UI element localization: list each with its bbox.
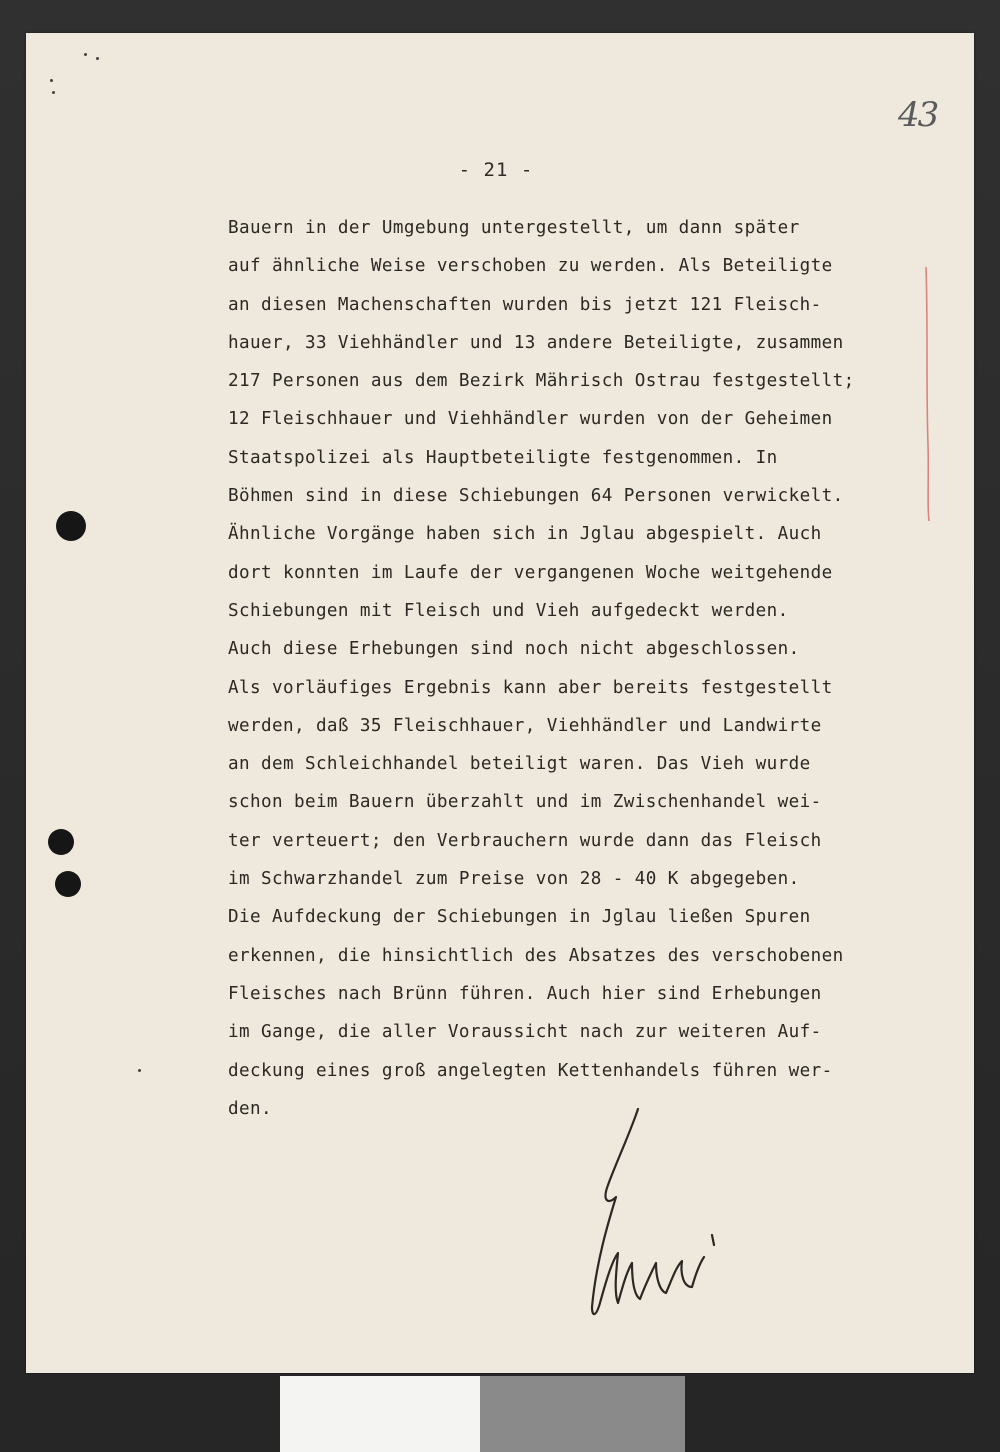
document-page [26, 33, 974, 1373]
text-line: dort konnten im Laufe der vergangenen Woche weitgehende [228, 562, 833, 583]
text-line: Auch diese Erhebungen sind noch nicht abgeschlossen. [228, 639, 800, 660]
paper-speck [84, 53, 87, 56]
text-line: im Schwarzhandel zum Preise von 28 - 40 K abgegeben. [228, 869, 800, 890]
paper-speck [52, 91, 55, 94]
text-line: im Gange, die aller Voraussicht nach zur weiteren Auf- [228, 1022, 822, 1043]
text-line: Fleisches nach Brünn führen. Auch hier sind Erhebungen [228, 983, 822, 1004]
handwritten-signature [556, 1103, 736, 1333]
paper-speck [138, 1069, 141, 1072]
paper-speck [96, 57, 99, 60]
text-line: erkennen, die hinsichtlich des Absatzes des verschobenen [228, 945, 844, 966]
text-line: 12 Fleischhauer und Viehhändler wurden von der Geheimen [228, 409, 833, 430]
text-line: den. [228, 1098, 272, 1119]
text-line: Als vorläufiges Ergebnis kann aber bereits festgestellt [228, 677, 833, 698]
text-line: Die Aufdeckung der Schiebungen in Jglau ließen Spuren [228, 907, 811, 928]
punch-hole [56, 511, 86, 541]
text-line: Böhmen sind in diese Schiebungen 64 Personen verwickelt. [228, 486, 844, 507]
text-line: werden, daß 35 Fleischhauer, Viehhändler und Landwirte [228, 715, 822, 736]
typed-body-text [228, 209, 928, 1128]
page-number: - 21 - [458, 159, 534, 181]
text-line: deckung eines groß angelegten Kettenhandels führen wer- [228, 1060, 833, 1081]
paper-speck [50, 79, 53, 82]
text-line: Bauern in der Umgebung untergestellt, um dann später [228, 218, 800, 238]
text-line: Staatspolizei als Hauptbeteiligte festgenommen. In [228, 447, 778, 468]
punch-hole [48, 829, 74, 855]
text-line: Ähnliche Vorgänge haben sich in Jglau abgespielt. Auch [228, 524, 822, 545]
archive-page-number: 43 [898, 95, 938, 135]
red-margin-mark [923, 265, 935, 525]
text-line: hauer, 33 Viehhändler und 13 andere Beteiligte, zusammen [228, 332, 844, 353]
text-line: ter verteuert; den Verbrauchern wurde dann das Fleisch [228, 830, 822, 851]
text-line: an diesen Machenschaften wurden bis jetzt 121 Fleisch- [228, 294, 822, 315]
calibration-strip-gray [480, 1376, 685, 1452]
text-line: schon beim Bauern überzahlt und im Zwischenhandel wei- [228, 792, 822, 813]
text-line: an dem Schleichhandel beteiligt waren. Das Vieh wurde [228, 754, 811, 775]
text-line: 217 Personen aus dem Bezirk Mährisch Ostrau festgestellt; [228, 371, 855, 392]
text-line: auf ähnliche Weise verschoben zu werden. Als Beteiligte [228, 256, 833, 277]
punch-hole [55, 871, 81, 897]
text-line: Schiebungen mit Fleisch und Vieh aufgedeckt werden. [228, 600, 789, 621]
calibration-strip-white [280, 1376, 480, 1452]
